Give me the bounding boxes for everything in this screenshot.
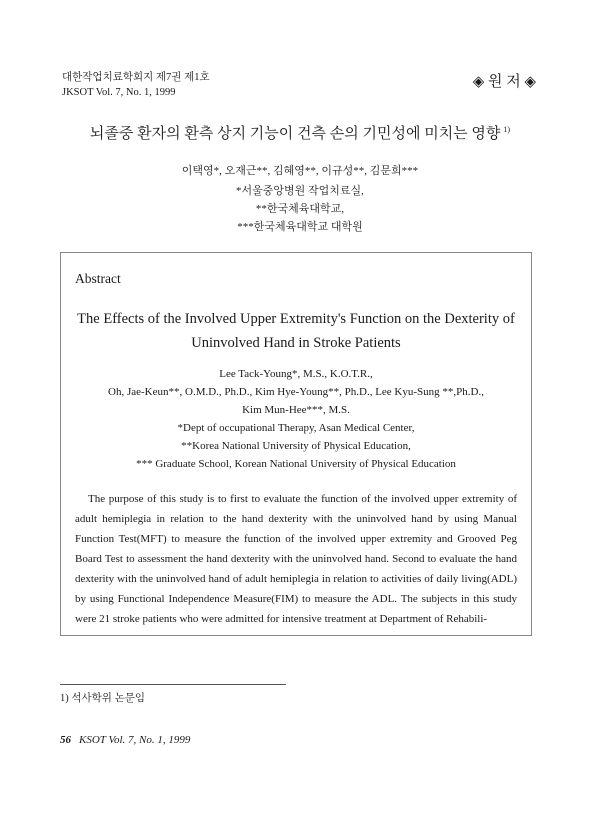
english-author-line-3: Kim Mun-Hee***, M.S. [242, 404, 350, 416]
english-affiliation-line-1: *Dept of occupational Therapy, Asan Medical Center, [177, 422, 415, 434]
page-number: 56 [60, 734, 71, 746]
english-author-line-1: Lee Tack-Young*, M.S., K.O.T.R., [219, 368, 373, 380]
footer-journal: KSOT Vol. 7, No. 1, 1999 [79, 734, 191, 746]
english-title [61, 307, 531, 355]
page-footer [60, 734, 190, 746]
article-type-label: ◈ 원 저 ◈ [472, 74, 536, 90]
korean-affiliation-2: **한국체육대학교, [255, 203, 345, 215]
english-authors [61, 365, 531, 473]
journal-citation-english: JKSOT Vol. 7, No. 1, 1999 [62, 87, 176, 98]
footnote-divider [60, 684, 286, 685]
english-title-line-1: The Effects of the Involved Upper Extremity's Function on the Dexterity of [77, 311, 515, 327]
korean-title-text: 뇌졸중 환자의 환측 상지 기능이 건측 손의 기민성에 미치는 영향 [89, 126, 501, 142]
abstract-box [60, 252, 532, 636]
footnote: 1) 석사학위 논문임 [60, 693, 145, 704]
title-footnote-mark: 1) [503, 125, 511, 134]
english-title-line-2: Uninvolved Hand in Stroke Patients [191, 335, 401, 351]
english-affiliation-line-3: *** Graduate School, Korean National University of Physical Education [136, 458, 456, 470]
korean-affiliation-1: *서울중앙병원 작업치료실, [236, 185, 364, 197]
korean-title [0, 122, 600, 143]
korean-affiliation-3: ***한국체육대학교 대학원 [237, 221, 363, 233]
journal-name-korean: 대한작업치료학회지 제7권 제1호 [62, 72, 210, 83]
english-author-line-2: Oh, Jae-Keun**, O.M.D., Ph.D., Kim Hye-Young**, Ph.D., Lee Kyu-Sung **,Ph.D., [108, 386, 484, 398]
english-affiliation-line-2: **Korea National University of Physical Education, [181, 440, 411, 452]
korean-authors: 이택영*, 오재근**, 김혜영**, 이규성**, 김문희*** [181, 165, 419, 177]
abstract-heading: Abstract [75, 271, 121, 286]
abstract-body: The purpose of this study is to first to evaluate the function of the involved upper extremity of adult hemiplegia in relation to the hand dexterity with the uninvolved hand by using Manual Function Test(MFT) to measure the function of the involved upper extremity and Grooved Peg Board Test to assessment the hand dexterity with the uninvolved hand. Second to evaluate the hand dexterity with the uninvolved hand of adult hemiplegia in relation to activities of daily living(ADL) by using Functional Independence Measure(FIM) to measure the ADL. The subjects in this study were 21 stroke patients who were admitted for intensive treatment at Department of Rehabili- [75, 493, 517, 625]
